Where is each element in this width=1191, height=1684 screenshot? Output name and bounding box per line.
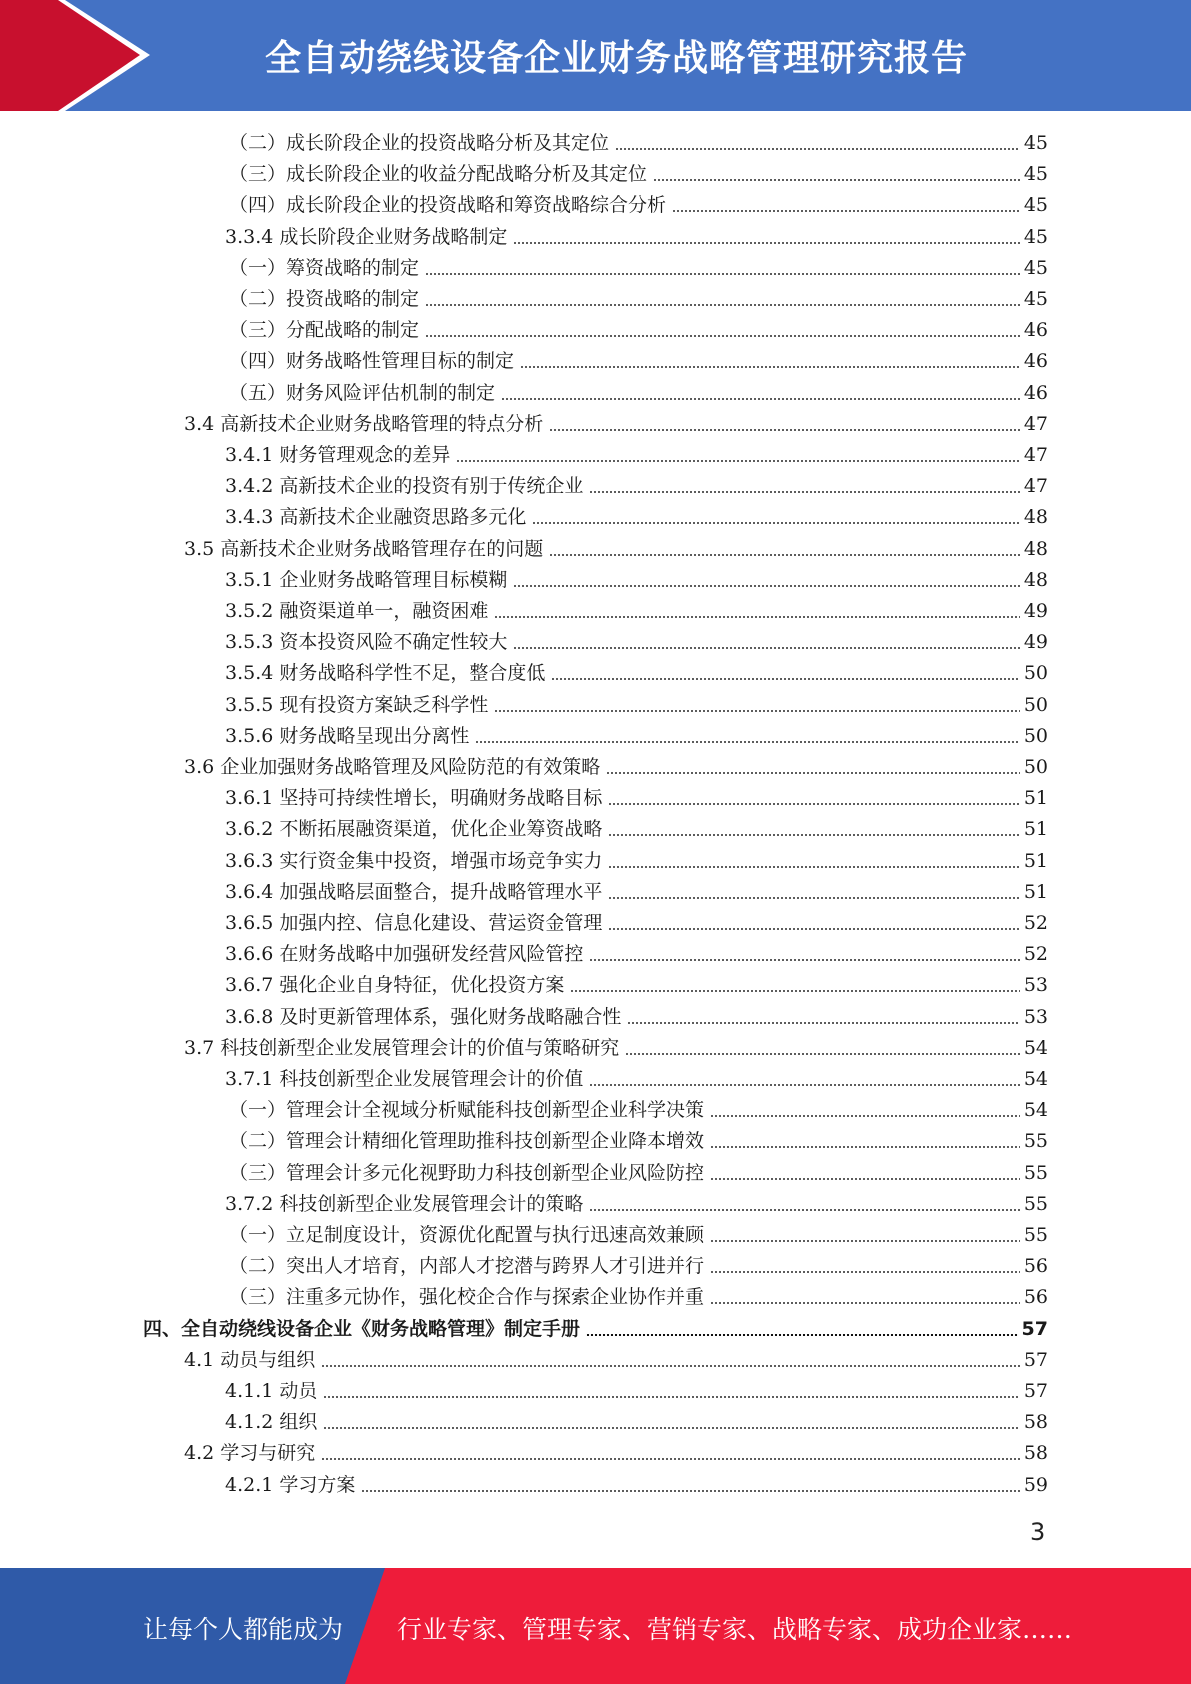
toc-leader-dots (456, 460, 1019, 462)
toc-entry[interactable] (225, 814, 1048, 845)
toc-entry-label: 3.6 企业加强财务战略管理及风险防范的有效策略 (184, 756, 601, 778)
toc-entry-label: 3.7.2 科技创新型企业发展管理会计的策略 (225, 1192, 584, 1215)
toc-entry[interactable] (184, 1438, 1048, 1469)
toc-entry-page: 48 (1023, 506, 1048, 529)
toc-entry-label: 3.4.1 财务管理观念的差异 (225, 444, 451, 466)
toc-leader-dots (425, 273, 1020, 275)
toc-leader-dots (549, 429, 1020, 431)
toc-entry[interactable] (184, 409, 1048, 440)
toc-entry[interactable] (229, 1251, 1048, 1282)
toc-entry-page: 55 (1023, 1192, 1048, 1215)
toc-entry-page: 51 (1023, 787, 1048, 810)
toc-entry-page: 57 (1023, 1380, 1048, 1402)
toc-entry-label: （二）管理会计精细化管理助推科技创新型企业降本增效 (229, 1130, 705, 1153)
toc-entry-label: 3.4.3 高新技术企业融资思路多元化 (225, 506, 527, 529)
toc-leader-dots (321, 1458, 1020, 1460)
toc-leader-dots (532, 522, 1019, 524)
toc-entry-page: 46 (1023, 381, 1048, 404)
toc-entry[interactable] (184, 1033, 1048, 1064)
toc-leader-dots (494, 710, 1019, 712)
toc-entry-page: 53 (1023, 974, 1048, 997)
toc-leader-dots (589, 491, 1019, 493)
toc-entry-page: 59 (1023, 1473, 1048, 1496)
toc-entry-label: （四）财务战略性管理目标的制定 (229, 350, 515, 373)
toc-entry-label: （三）注重多元协作，强化校企合作与探索企业协作并重 (229, 1286, 705, 1309)
toc-entry-label: 四、全自动绕线设备企业《财务战略管理》制定手册 (143, 1317, 581, 1340)
toc-entry-label: 3.4.2 高新技术企业的投资有别于传统企业 (225, 475, 584, 498)
toc-leader-dots (627, 1022, 1019, 1024)
toc-entry[interactable] (229, 315, 1048, 346)
toc-entry-page: 48 (1023, 537, 1048, 560)
toc-entry-label: （三）成长阶段企业的收益分配战略分析及其定位 (229, 163, 648, 186)
toc-entry-page: 45 (1023, 132, 1048, 154)
toc-entry-page: 50 (1023, 662, 1048, 685)
toc-entry-label: 3.5.4 财务战略科学性不足，整合度低 (225, 662, 546, 685)
toc-entry-label: 4.1.1 动员 (225, 1380, 318, 1402)
toc-entry-page: 50 (1023, 724, 1048, 747)
toc-entry[interactable] (225, 908, 1048, 939)
toc-entry[interactable] (229, 128, 1048, 159)
toc-entry-label: 3.6.7 强化企业自身特征，优化投资方案 (225, 974, 565, 997)
toc-entry-page: 52 (1023, 912, 1048, 934)
toc-entry-label: 3.6.5 加强内控、信息化建设、营运资金管理 (225, 912, 603, 934)
toc-leader-dots (672, 210, 1020, 212)
toc-leader-dots (586, 1334, 1018, 1336)
toc-entry-label: 3.7 科技创新型企业发展管理会计的价值与策略研究 (184, 1036, 620, 1059)
toc-entry[interactable] (225, 846, 1048, 877)
toc-leader-dots (520, 366, 1020, 368)
toc-entry-label: 3.5.5 现有投资方案缺乏科学性 (225, 693, 489, 716)
toc-leader-dots (615, 148, 1020, 150)
toc-entry[interactable] (229, 253, 1048, 284)
toc-leader-dots (608, 897, 1019, 899)
toc-entry[interactable] (229, 284, 1048, 315)
toc-entry-page: 58 (1023, 1411, 1048, 1434)
toc-entry[interactable] (225, 471, 1048, 502)
footer-banner (0, 1568, 1191, 1684)
toc-entry-label: 3.5 高新技术企业财务战略管理存在的问题 (184, 537, 544, 560)
toc-entry-label: （一）立足制度设计，资源优化配置与执行迅速高效兼顾 (229, 1224, 705, 1246)
toc-entry[interactable] (225, 1470, 1048, 1501)
toc-leader-dots (653, 179, 1020, 181)
toc-entry-label: 4.2 学习与研究 (184, 1442, 316, 1465)
toc-entry-page: 57 (1023, 1348, 1048, 1371)
toc-entry[interactable] (225, 627, 1048, 658)
toc-entry-page: 47 (1023, 444, 1048, 466)
toc-entry-page: 54 (1023, 1099, 1048, 1122)
toc-entry[interactable] (229, 159, 1048, 190)
toc-entry-page: 47 (1023, 412, 1048, 435)
toc-entry[interactable] (225, 1407, 1048, 1438)
toc-entry-page: 45 (1023, 256, 1048, 279)
toc-entry-label: 3.5.2 融资渠道单一，融资困难 (225, 600, 489, 622)
toc-leader-dots (710, 1178, 1020, 1180)
toc-entry-page: 55 (1023, 1130, 1048, 1153)
toc-entry[interactable] (225, 1002, 1048, 1033)
toc-entry-page: 56 (1023, 1286, 1048, 1309)
toc-entry-label: 4.2.1 学习方案 (225, 1473, 356, 1496)
toc-leader-dots (608, 928, 1019, 930)
toc-entry[interactable] (184, 1345, 1048, 1376)
toc-entry-page: 45 (1023, 225, 1048, 248)
toc-entry[interactable] (225, 721, 1048, 752)
toc-entry[interactable] (225, 596, 1048, 627)
toc-leader-dots (549, 554, 1020, 556)
toc-entry[interactable] (225, 1376, 1048, 1407)
toc-entry-page: 45 (1023, 288, 1048, 310)
toc-entry[interactable] (143, 1314, 1048, 1345)
toc-entry-page: 50 (1023, 693, 1048, 716)
toc-entry-label: （一）管理会计全视域分析赋能科技创新型企业科学决策 (229, 1099, 705, 1122)
toc-entry[interactable] (225, 502, 1048, 533)
toc-leader-dots (323, 1427, 1019, 1429)
toc-leader-dots (625, 1053, 1020, 1055)
toc-leader-dots (425, 304, 1020, 306)
page-number: 3 (1030, 1518, 1046, 1546)
toc-entry[interactable] (229, 1282, 1048, 1313)
toc-entry[interactable] (225, 690, 1048, 721)
toc-entry-label: （四）成长阶段企业的投资战略和筹资战略综合分析 (229, 194, 667, 217)
toc-entry-page: 54 (1023, 1068, 1048, 1090)
toc-entry-label: 3.6.4 加强战略层面整合，提升战略管理水平 (225, 880, 603, 903)
header-banner (0, 0, 1191, 111)
header-red-chevron (0, 0, 150, 111)
toc-entry-label: 3.5.1 企业财务战略管理目标模糊 (225, 568, 508, 591)
toc-entry-page: 58 (1023, 1442, 1048, 1465)
toc-entry[interactable] (229, 1126, 1048, 1157)
toc-entry-page: 46 (1023, 350, 1048, 373)
toc-entry[interactable] (225, 783, 1048, 814)
toc-entry-label: （二）成长阶段企业的投资战略分析及其定位 (229, 132, 610, 154)
toc-entry-label: 3.6.2 不断拓展融资渠道，优化企业筹资战略 (225, 818, 603, 841)
toc-entry-page: 57 (1021, 1317, 1048, 1340)
toc-entry[interactable] (225, 1189, 1048, 1220)
toc-leader-dots (589, 1209, 1019, 1211)
toc-leader-dots (710, 1271, 1020, 1273)
toc-entry-label: 4.1 动员与组织 (184, 1348, 316, 1371)
toc-entry-label: 3.6.3 实行资金集中投资，增强市场竞争实力 (225, 849, 603, 872)
toc-entry-label: 3.5.3 资本投资风险不确定性较大 (225, 631, 508, 654)
toc-entry[interactable] (225, 565, 1048, 596)
toc-entry-page: 51 (1023, 818, 1048, 841)
toc-entry[interactable] (225, 440, 1048, 471)
toc-entry-page: 52 (1023, 943, 1048, 966)
toc-entry-page: 51 (1023, 849, 1048, 872)
toc-entry[interactable] (229, 346, 1048, 377)
toc-entry-page: 47 (1023, 475, 1048, 498)
toc-entry-label: （三）管理会计多元化视野助力科技创新型企业风险防控 (229, 1161, 705, 1184)
toc-leader-dots (710, 1115, 1020, 1117)
toc-entry-page: 53 (1023, 1005, 1048, 1028)
toc-entry-label: 3.6.8 及时更新管理体系，强化财务战略融合性 (225, 1005, 622, 1028)
toc-entry-page: 50 (1023, 756, 1048, 778)
toc-entry-label: 3.3.4 成长阶段企业财务战略制定 (225, 225, 508, 248)
toc-leader-dots (608, 803, 1019, 805)
toc-leader-dots (494, 616, 1019, 618)
report-title: 全自动绕线设备企业财务战略管理研究报告 (265, 38, 969, 79)
toc-leader-dots (513, 242, 1019, 244)
toc-leader-dots (570, 990, 1019, 992)
toc-entry-label: 3.4 高新技术企业财务战略管理的特点分析 (184, 412, 544, 435)
toc-entry-page: 49 (1023, 631, 1048, 654)
toc-entry-page: 51 (1023, 880, 1048, 903)
toc-entry[interactable] (229, 378, 1048, 409)
toc-leader-dots (710, 1240, 1020, 1242)
toc-entry-label: 3.6.1 坚持可持续性增长，明确财务战略目标 (225, 787, 603, 810)
toc-leader-dots (606, 772, 1020, 774)
toc-entry-page: 55 (1023, 1161, 1048, 1184)
toc-entry-label: 3.5.6 财务战略呈现出分离性 (225, 724, 470, 747)
toc-entry-page: 46 (1023, 319, 1048, 342)
toc-entry[interactable] (225, 1064, 1048, 1095)
toc-entry[interactable] (225, 939, 1048, 970)
toc-entry-label: （五）财务风险评估机制的制定 (229, 381, 496, 404)
toc-leader-dots (608, 834, 1019, 836)
toc-leader-dots (425, 335, 1020, 337)
toc-entry-label: （一）筹资战略的制定 (229, 256, 420, 279)
toc-leader-dots (589, 1084, 1019, 1086)
footer-slogan: 让每个人都能成为 (143, 1615, 344, 1644)
toc-leader-dots (321, 1365, 1020, 1367)
toc-entry-label: 4.1.2 组织 (225, 1411, 318, 1434)
toc-leader-dots (361, 1490, 1019, 1492)
toc-entry-label: 3.6.6 在财务战略中加强研发经营风险管控 (225, 943, 584, 966)
toc-leader-dots (513, 585, 1019, 587)
toc-entry[interactable] (184, 534, 1048, 565)
toc-entry[interactable] (229, 1158, 1048, 1189)
toc-entry-page: 45 (1023, 194, 1048, 217)
toc-entry[interactable] (225, 658, 1048, 689)
toc-entry-label: （三）分配战略的制定 (229, 319, 420, 342)
toc-entry[interactable] (229, 1220, 1048, 1251)
toc-leader-dots (608, 866, 1019, 868)
toc-entry[interactable] (225, 222, 1048, 253)
toc-entry[interactable] (229, 190, 1048, 221)
toc-entry-page: 56 (1023, 1255, 1048, 1278)
toc-entry-page: 48 (1023, 568, 1048, 591)
footer-roles: 行业专家、管理专家、营销专家、战略专家、成功企业家…… (397, 1615, 1073, 1644)
toc-entry[interactable] (229, 1095, 1048, 1126)
toc-leader-dots (501, 398, 1020, 400)
toc-leader-dots (475, 741, 1019, 743)
toc-entry[interactable] (184, 752, 1048, 783)
toc-leader-dots (710, 1146, 1020, 1148)
toc-entry-label: 3.7.1 科技创新型企业发展管理会计的价值 (225, 1068, 584, 1090)
toc-leader-dots (551, 678, 1019, 680)
toc-entry-page: 55 (1023, 1224, 1048, 1246)
toc-entry-page: 54 (1023, 1036, 1048, 1059)
toc-leader-dots (323, 1396, 1019, 1398)
toc-entry-label: （二）突出人才培育，内部人才挖潜与跨界人才引进并行 (229, 1255, 705, 1278)
toc-leader-dots (589, 959, 1019, 961)
toc-entry-page: 49 (1023, 600, 1048, 622)
toc-leader-dots (710, 1302, 1020, 1304)
toc-entry-label: （二）投资战略的制定 (229, 288, 420, 310)
toc-entry-page: 45 (1023, 163, 1048, 186)
toc-leader-dots (513, 647, 1019, 649)
toc-entry[interactable] (225, 877, 1048, 908)
toc-entry[interactable] (225, 970, 1048, 1001)
